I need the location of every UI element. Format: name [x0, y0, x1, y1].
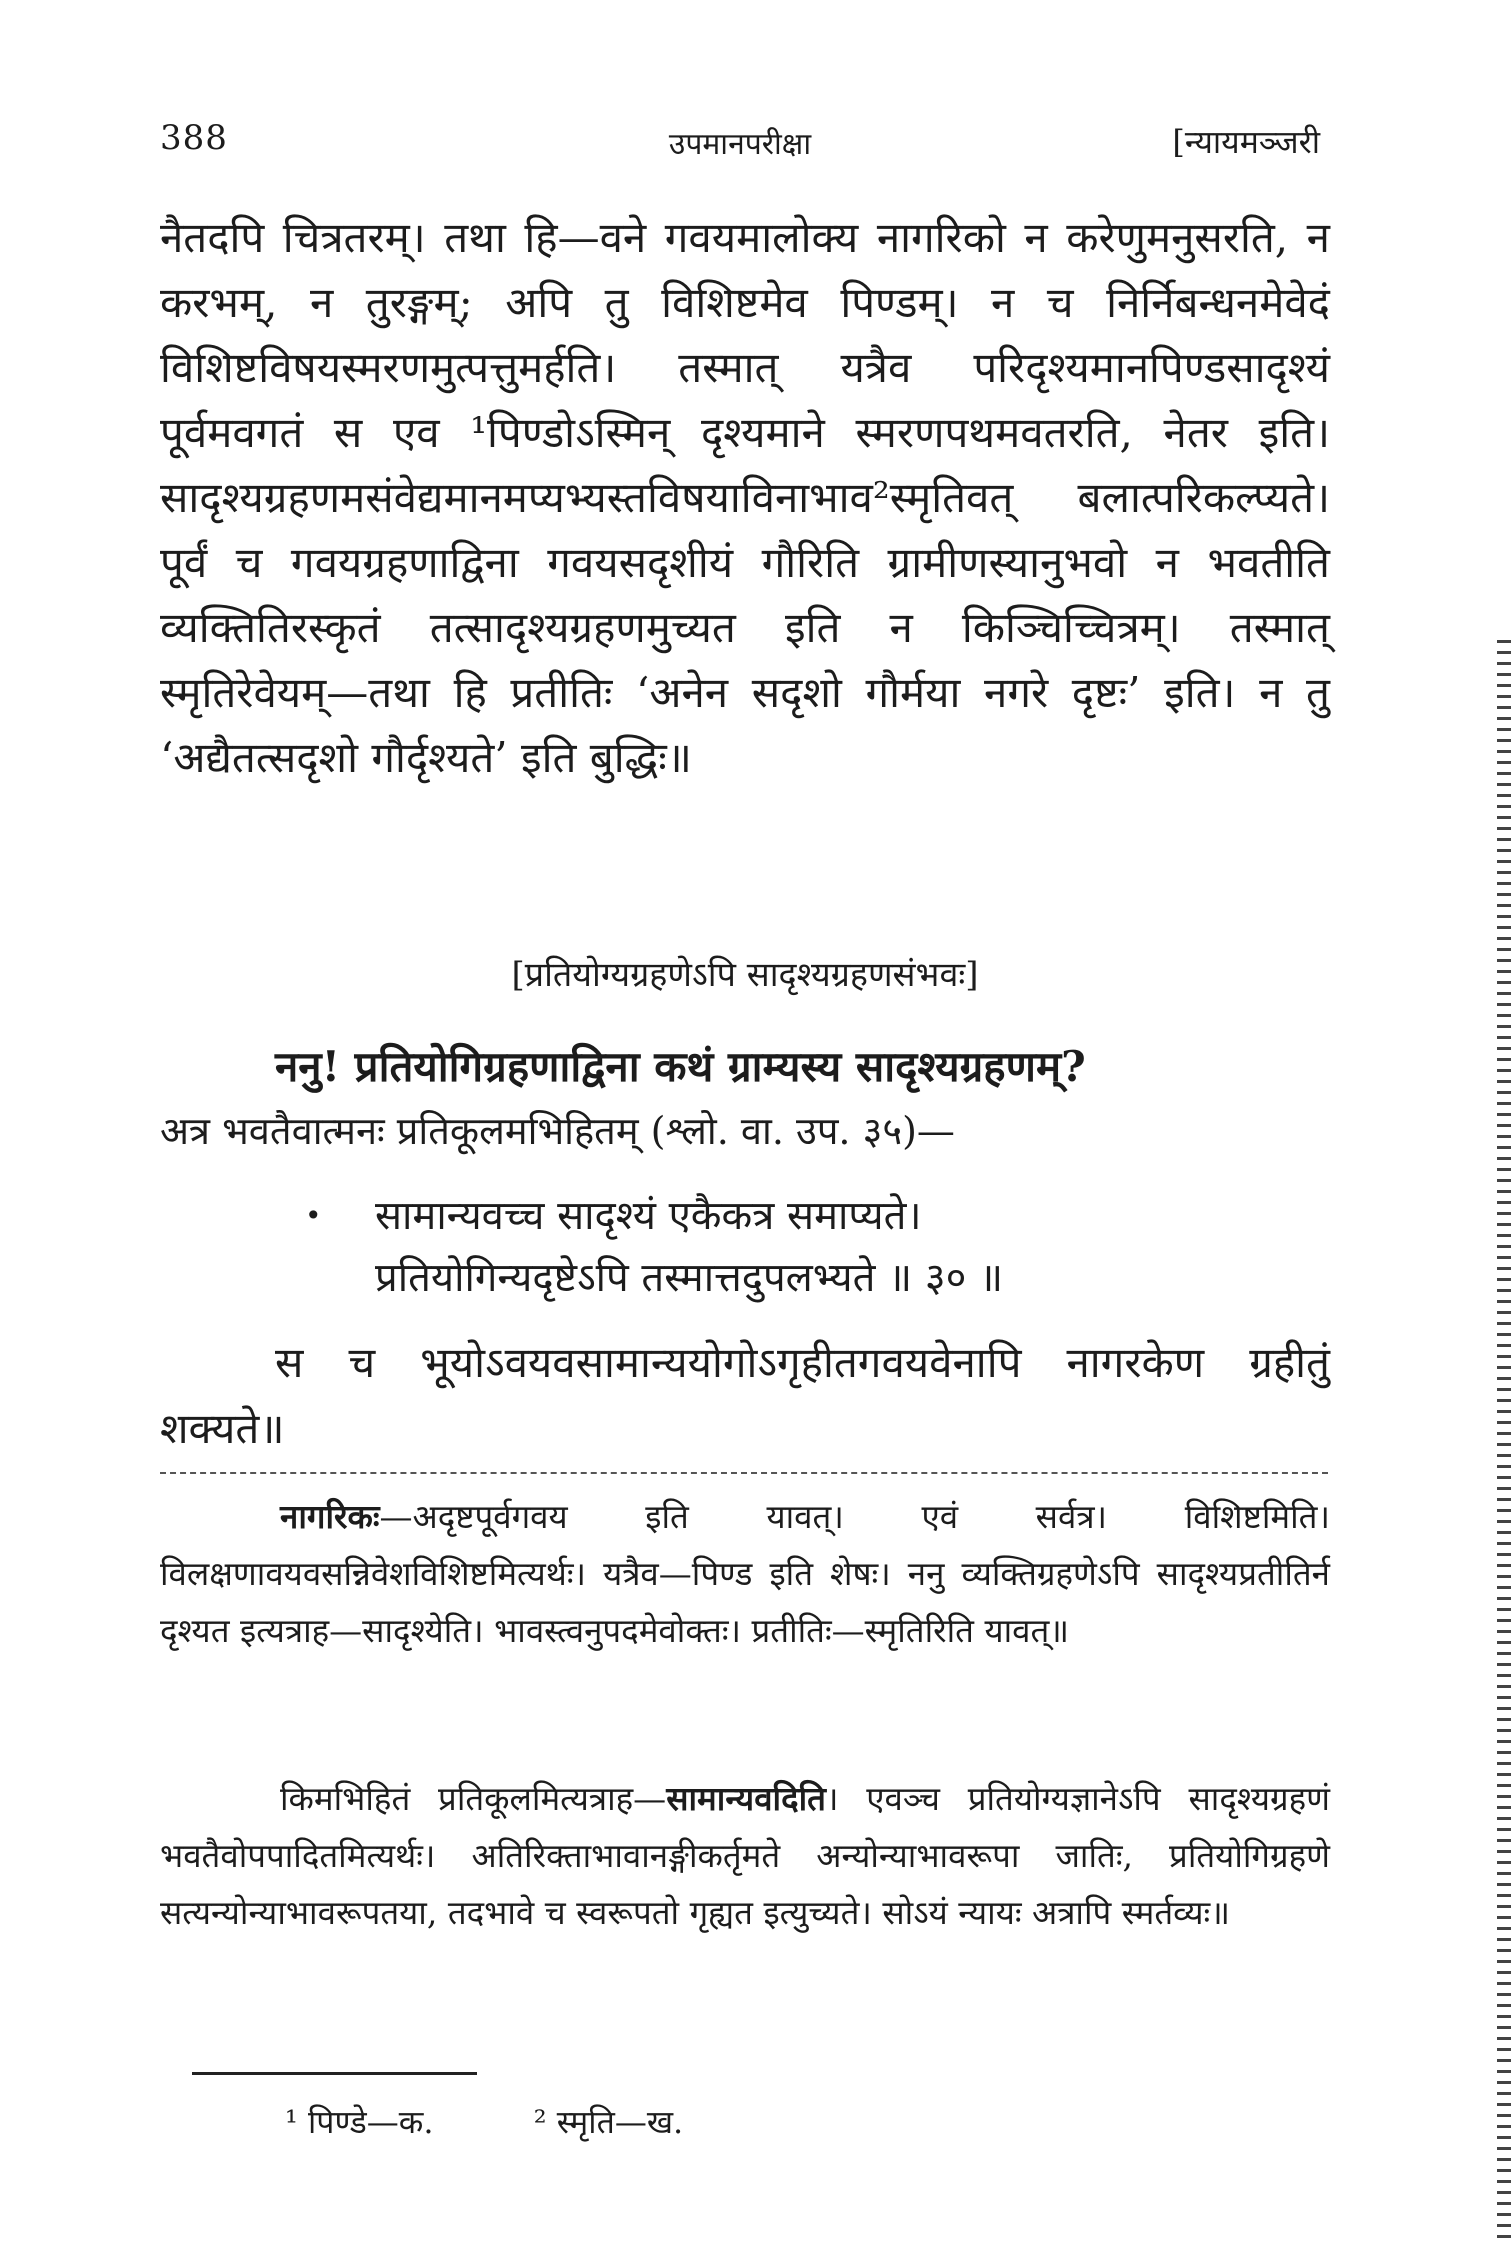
verse-bullet-mark: • — [305, 1199, 322, 1232]
objection-continuation: अत्र भवतैवात्मनः प्रतिकूलमभिहितम् (श्लो. वा. उप. ३५)— — [160, 1109, 955, 1153]
commentary-rest-2: । एवञ्च प्रतियोग्यज्ञानेऽपि सादृश्यग्रहणं भवतैवोपपादितमित्यर्थः। अतिरिक्ताभावानङ्गीकर्तृमते अन्योन्याभावरूपा जातिः, प्रतियोगिग्रहणे सत्यन्योन्याभावरूपतया, तदभावे च स्वरूपतो गृह्यत इत्युच्यते। सोऽयं न्यायः अत्रापि स्मर्तव्यः॥ — [160, 1779, 1330, 1932]
page-header — [160, 118, 1320, 168]
footnotes — [285, 2100, 773, 2143]
footnote-1: ¹ पिण्डे—क. — [285, 2103, 434, 2141]
footnote-2: ² स्मृति—ख. — [533, 2103, 684, 2141]
commentary-text-1: —अदृष्टपूर्वगवय इति यावत्। एवं सर्वत्र। विशिष्टमिति। विलक्षणावयवसन्निवेशविशिष्टमित्यर्थः। यत्रैव—पिण्ड इति शेषः। ननु व्यक्तिग्रहणेऽपि सादृश्यप्रतीतिर्न दृश्यत इत्यत्राह—सादृश्येति। भावस्त्वनुपदमेवोक्तः। प्रतीतिः—स्मृतिरिति यावत्॥ — [160, 1497, 1330, 1650]
book-title: [न्यायमञ्जरी — [1172, 123, 1320, 161]
page-edge-binding-marks — [1497, 640, 1511, 2240]
main-paragraph: नैतदपि चित्रतरम्। तथा हि—वने गवयमालोक्य नागरिको न करेणुमनुसरति, न करभम्, न तुरङ्गम्; अपि तु विशिष्टमेव पिण्डम्। न च निर्निबन्धनमेवेदं विशिष्टविषयस्मरणमुत्पत्तुमर्हति। तस्मात् यत्रैव परिदृश्यमानपिण्डसादृश्यं पूर्वमवगतं स एव ¹पिण्डोऽस्मिन् दृश्यमाने स्मरणपथमवतरति, नेतर इति। सादृश्यग्रहणमसंवेद्यमानमप्यभ्यस्तविषयाविनाभाव²स्मृतिवत् बलात्परिकल्प्यते। पूर्वं च गवयग्रहणाद्विना गवयसदृशीयं गौरिति ग्रामीणस्यानुभवो न भवतीति व्यक्तितिरस्कृतं तत्सादृश्यग्रहणमुच्यत इति न किञ्चिच्चित्रम्। तस्मात् स्मृतिरेवेयम्—तथा हि प्रतीतिः ‘अनेन सदृशो गौर्मया नगरे दृष्टः’ इति। न तु ‘अद्यैतत्सदृशो गौर्दृश्यते’ इति बुद्धिः॥ — [160, 213, 1330, 782]
section-heading: [प्रतियोग्यग्रहणेऽपि सादृश्यग्रहणसंभवः] — [511, 955, 979, 995]
page-number: 388 — [160, 118, 228, 158]
verse-line-1: सामान्यवच्च सादृश्यं एकैकत्र समाप्यते। — [375, 1193, 922, 1239]
commentary-term-2: सामान्यवदिति — [666, 1779, 826, 1818]
commentary-divider — [160, 1472, 1328, 1474]
commentary-paragraph-1 — [160, 1488, 1330, 1659]
commentary-paragraph-2 — [160, 1770, 1330, 1941]
commentary-text-2: किमभिहितं प्रतिकूलमित्यत्राह— — [280, 1779, 667, 1818]
objection-paragraph — [160, 1035, 1330, 1163]
conclusion-paragraph: स च भूयोऽवयवसामान्ययोगोऽगृहीतगवयवेनापि नागरकेण ग्रहीतुं शक्यते॥ — [160, 1338, 1330, 1453]
commentary-term-1: नागरिकः — [280, 1497, 380, 1536]
running-title: उपमानपरीक्षा — [668, 127, 812, 162]
verse-line-2: प्रतियोगिन्यदृष्टेऽपि तस्मात्तदुपलभ्यते ॥ ३० ॥ — [375, 1255, 1004, 1301]
objection-lead: ननु! प्रतियोगिग्रहणाद्विना कथं ग्राम्यस्य सादृश्यग्रहणम्? — [275, 1042, 1086, 1091]
footnote-divider — [192, 2072, 477, 2075]
verse-quote — [305, 1185, 1315, 1309]
